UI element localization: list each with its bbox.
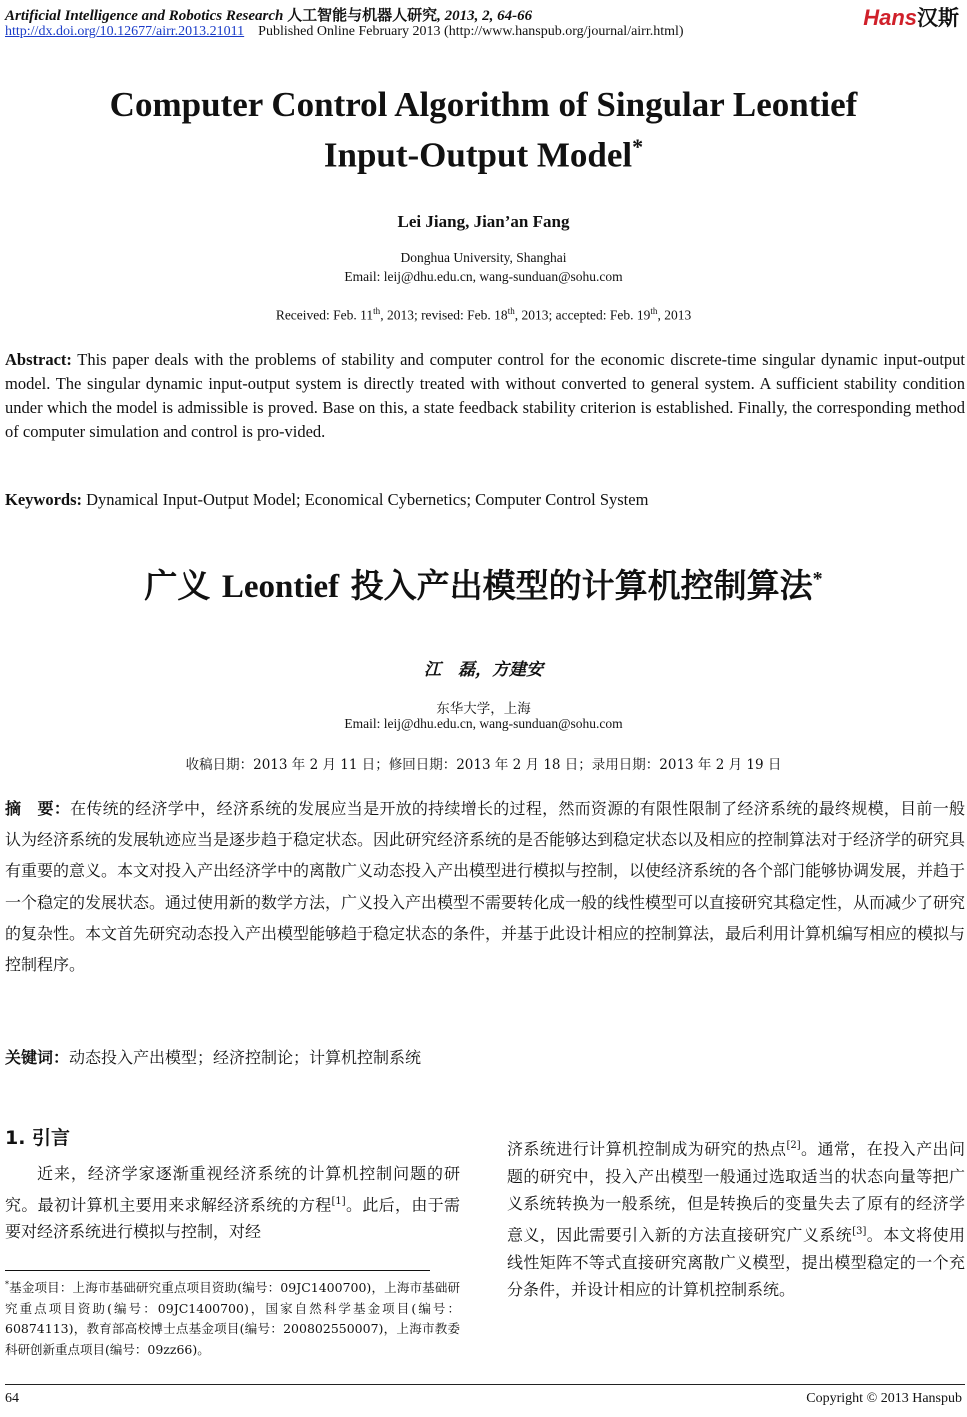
dates-cn: 收稿日期：2013 年 2 月 11 日；修回日期：2013 年 2 月 18 日；录用日期：2013 年 2 月 19 日	[185, 757, 782, 773]
email-en: Email: leij@dhu.edu.cn, wang-sunduan@sohu.com	[344, 269, 623, 284]
email-cn: Email: leij@dhu.edu.cn, wang-sunduan@sohu.com	[344, 716, 623, 731]
intro-left-column: 近来，经济学家逐渐重视经济系统的计算机控制问题的研究。最初计算机主要用来求解经济系统的方程[1]。此后，由于需要对经济系统进行模拟与控制，对经	[5, 1164, 460, 1242]
keywords-label-en: Keywords:	[5, 490, 82, 509]
title-cn-footnote-mark: *	[812, 568, 823, 590]
journal-name: Artificial Intelligence and Robotics Research	[5, 8, 284, 24]
abstract-text-en: This paper deals with the problems of stability and computer control for the economic discrete-time singular dynamic input-output model. The singular dynamic input-output system is directly treated with without converted to general system. A sufficient stability condition under which the model is admissible is proved. Base on this, a state feedback stability criterion is established. Finally, the corresponding method of computer simulation and control is pro-vided.	[5, 350, 965, 441]
logo-text-en: Hans	[863, 5, 917, 30]
journal-issue: , 2013, 2, 64-66	[437, 8, 533, 24]
copyright-notice: Copyright © 2013 Hanspub	[806, 1391, 962, 1406]
footnote-divider	[5, 1270, 430, 1271]
hans-logo	[863, 2, 959, 32]
section-heading-introduction: 1. 引言	[5, 1127, 71, 1149]
abstract-en	[5, 348, 965, 444]
journal-name-cn: 人工智能与机器人研究	[287, 8, 438, 24]
funding-footnote: *基金项目：上海市基础研究重点项目资助(编号：09JC1400700)，上海市基础研究重点项目资助(编号：09JC1400700)，国家自然科学基金项目(编号：60874113)，教育部高校博士点基金项目(编号：200802550007)，上海市教委科研创新重点项目(编号：09zz66)。	[5, 1280, 460, 1357]
title-cn: 广义 Leontief 投入产出模型的计算机控制算法*	[144, 566, 823, 605]
title-footnote-mark: *	[632, 134, 644, 159]
footnote-mark: *	[5, 1280, 9, 1289]
title-en-line2: Input-Output Model*	[323, 134, 644, 175]
affiliation-cn: 东华大学，上海	[436, 701, 531, 717]
authors-en: Lei Jiang, Jian’an Fang	[397, 212, 570, 231]
abstract-label-en: Abstract:	[5, 350, 72, 369]
abstract-cn	[5, 793, 965, 980]
abstract-label-cn: 摘 要：	[5, 799, 71, 818]
footer-divider	[5, 1384, 965, 1385]
citation-1[interactable]: [1]	[331, 1195, 346, 1207]
dates-en: Received: Feb. 11th, 2013; revised: Feb. 18th, 2013; accepted: Feb. 19th, 2013	[275, 306, 692, 323]
keywords-cn	[5, 1042, 965, 1073]
published-online: Published Online February 2013 (http://www.hanspub.org/journal/airr.html)	[258, 24, 684, 39]
logo-text-cn: 汉斯	[917, 7, 959, 30]
citation-3[interactable]: [3]	[852, 1225, 867, 1237]
keywords-text-cn: 动态投入产出模型；经济控制论；计算机控制系统	[69, 1048, 422, 1067]
authors-cn: 江 磊，方建安	[424, 660, 543, 680]
citation-2[interactable]: [2]	[786, 1140, 801, 1151]
keywords-label-cn: 关键词：	[5, 1048, 70, 1067]
intro-right-column: 济系统进行计算机控制成为研究的热点[2]。通常，在投入产出问题的研究中，投入产出模型一般通过选取适当的状态向量等把广义系统转换为一般系统，但是转换后的变量失去了原有的经济学意义，因此需要引入新的方法直接研究广义系统[3]。本文将使用线性矩阵不等式直接研究离散广义模型，提出模型稳定的一个充分条件，并设计相应的计算机控制系统。	[507, 1139, 965, 1300]
journal-header	[5, 4, 532, 25]
abstract-text-cn: 在传统的经济学中，经济系统的发展应当是开放的持续增长的过程，然而资源的有限性限制了经济系统的最终规模，目前一般认为经济系统的发展轨迹应当是逐步趋于稳定状态。因此研究经济系统的是否能够达到稳定状态以及相应的控制算法对于经济学的研究具有重要的意义。本文对投入产出经济学中的离散广义动态投入产出模型进行模拟与控制，以使经济系统的各个部门能够协调发展，并趋于一个稳定的发展状态。通过使用新的数学方法，广义投入产出模型不需要转化成一般的线性模型可以直接研究其稳定性，从而减少了研究的复杂性。本文首先研究动态投入产出模型能够趋于稳定状态的条件，并基于此设计相应的控制算法，最后利用计算机编写相应的模拟与控制程序。	[5, 799, 966, 975]
affiliation-en: Donghua University, Shanghai	[400, 250, 567, 265]
title-en-line1: Computer Control Algorithm of Singular Leontief	[109, 85, 858, 124]
keywords-en	[5, 488, 965, 512]
doi-link[interactable]: http://dx.doi.org/10.12677/airr.2013.21011	[5, 24, 245, 39]
page-number: 64	[5, 1391, 19, 1406]
publication-line	[5, 24, 684, 40]
title-en	[0, 84, 967, 177]
keywords-text-en: Dynamical Input-Output Model; Economical Cybernetics; Computer Control System	[82, 490, 649, 509]
